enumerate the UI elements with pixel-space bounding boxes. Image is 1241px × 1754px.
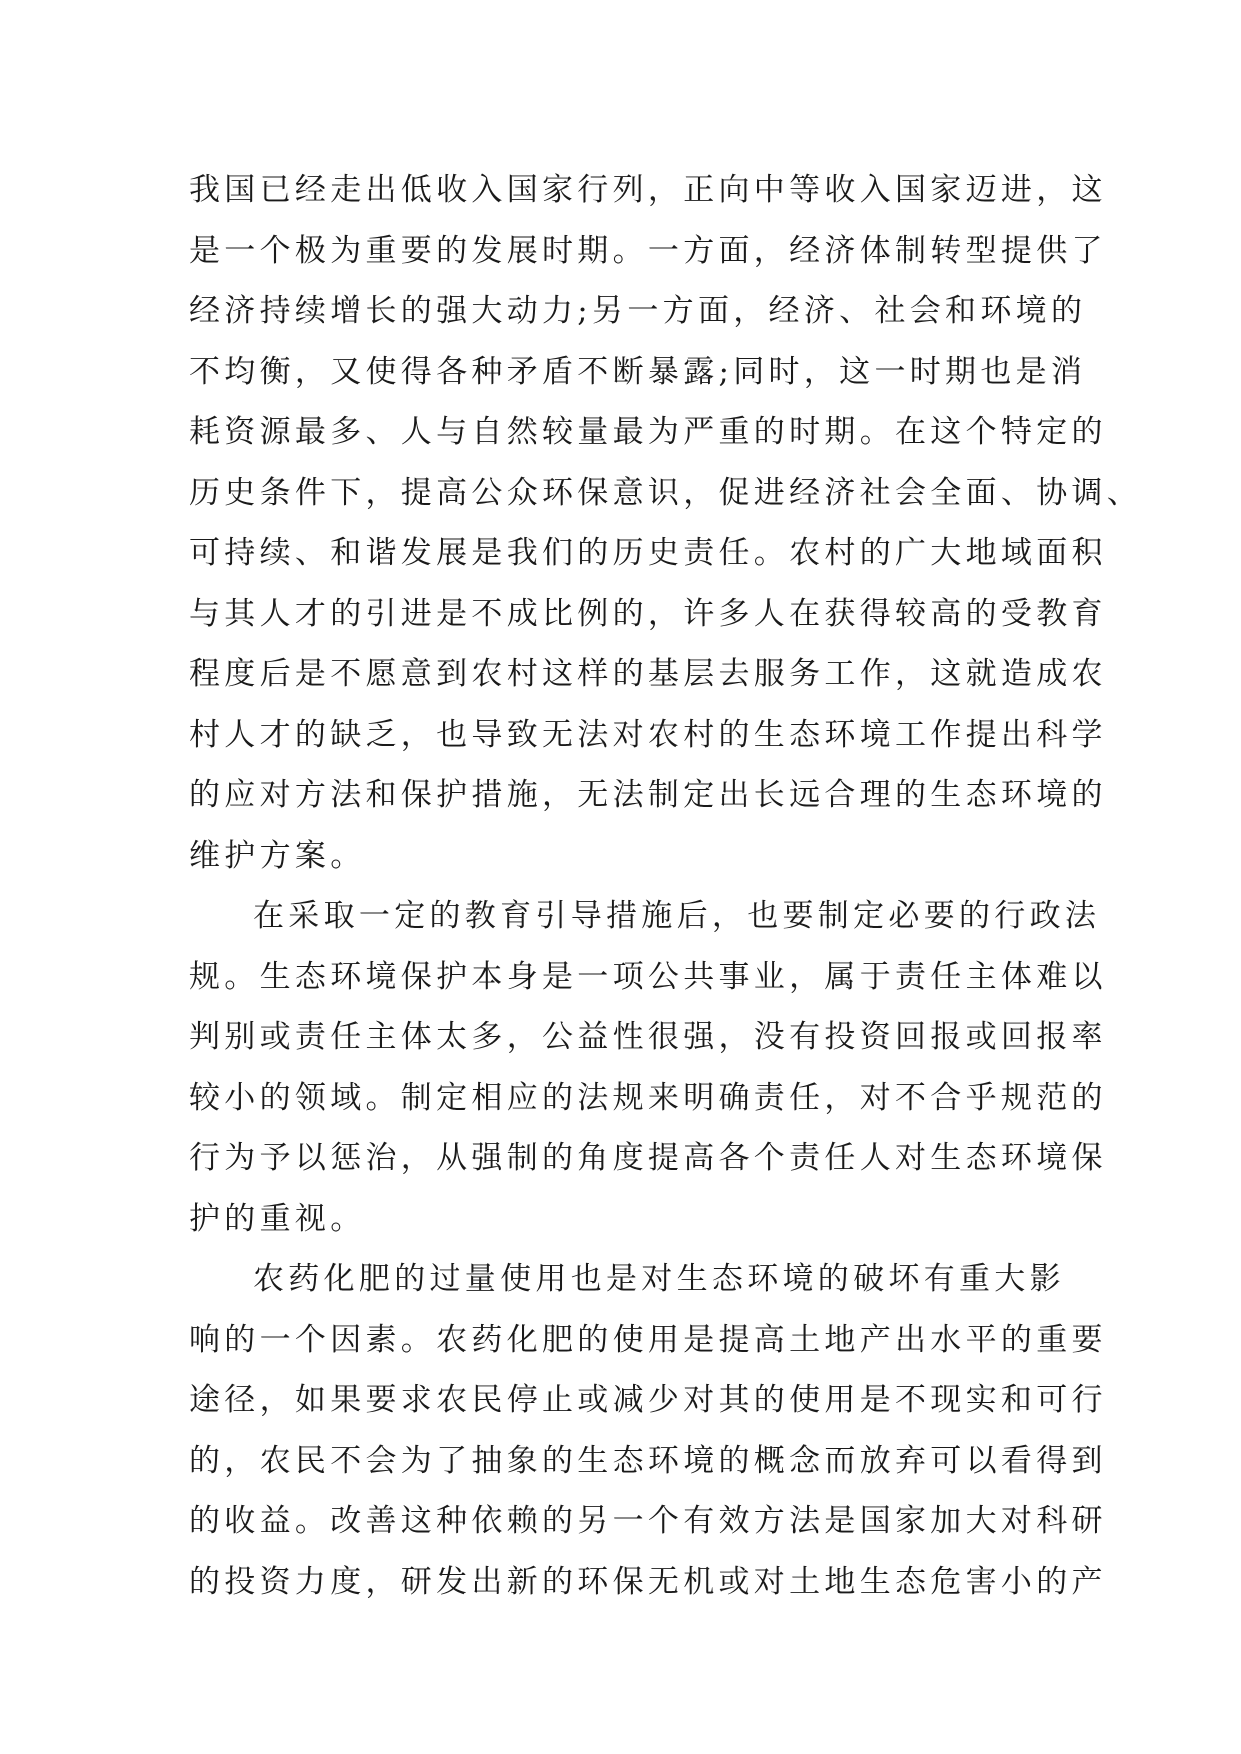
paragraph-1 <box>189 160 1143 886</box>
text-line: 行为予以惩治，从强制的角度提高各个责任人对生态环境保 <box>189 1140 1107 1176</box>
text-line: 途径，如果要求农民停止或减少对其的使用是不现实和可行 <box>189 1382 1107 1418</box>
text-line: 不均衡，又使得各种矛盾不断暴露;同时，这一时期也是消 <box>189 353 1087 390</box>
text-line: 是一个极为重要的发展时期。一方面，经济体制转型提供了 <box>189 232 1107 269</box>
text-line: 经济持续增长的强大动力;另一方面，经济、社会和环境的 <box>189 293 1087 329</box>
text-line: 村人才的缺乏，也导致无法对农村的生态环境工作提出科学 <box>189 716 1107 753</box>
text-line: 我国已经走出低收入国家行列，正向中等收入国家迈进，这 <box>189 172 1107 208</box>
text-line: 在采取一定的教育引导措施后，也要制定必要的行政法 <box>253 898 1101 934</box>
paragraph-2 <box>189 886 1107 1249</box>
text-line: 农药化肥的过量使用也是对生态环境的破坏有重大影 <box>253 1261 1065 1297</box>
body-text <box>189 160 1143 1612</box>
text-line: 较小的领域。制定相应的法规来明确责任，对不合乎规范的 <box>189 1079 1107 1116</box>
text-line: 的，农民不会为了抽象的生态环境的概念而放弃可以看得到 <box>189 1442 1107 1479</box>
paragraph-3 <box>189 1249 1107 1612</box>
text-line: 维护方案。 <box>189 837 366 874</box>
text-line: 判别或责任主体太多，公益性很强，没有投资回报或回报率 <box>189 1019 1107 1055</box>
text-line: 耗资源最多、人与自然较量最为严重的时期。在这个特定的 <box>189 414 1107 450</box>
text-line: 护的重视。 <box>189 1200 366 1237</box>
text-line: 可持续、和谐发展是我们的历史责任。农村的广大地域面积 <box>189 535 1107 571</box>
text-line: 的投资力度，研发出新的环保无机或对土地生态危害小的产 <box>189 1563 1107 1600</box>
text-line: 与其人才的引进是不成比例的，许多人在获得较高的受教育 <box>189 595 1107 632</box>
text-line: 规。生态环境保护本身是一项公共事业，属于责任主体难以 <box>189 958 1107 995</box>
text-line: 的收益。改善这种依赖的另一个有效方法是国家加大对科研 <box>189 1503 1107 1539</box>
text-line: 响的一个因素。农药化肥的使用是提高土地产出水平的重要 <box>189 1321 1107 1358</box>
text-line: 的应对方法和保护措施，无法制定出长远合理的生态环境的 <box>189 777 1107 813</box>
text-line: 历史条件下，提高公众环保意识，促进经济社会全面、协调、 <box>189 474 1143 511</box>
text-line: 程度后是不愿意到农村这样的基层去服务工作，这就造成农 <box>189 656 1107 692</box>
